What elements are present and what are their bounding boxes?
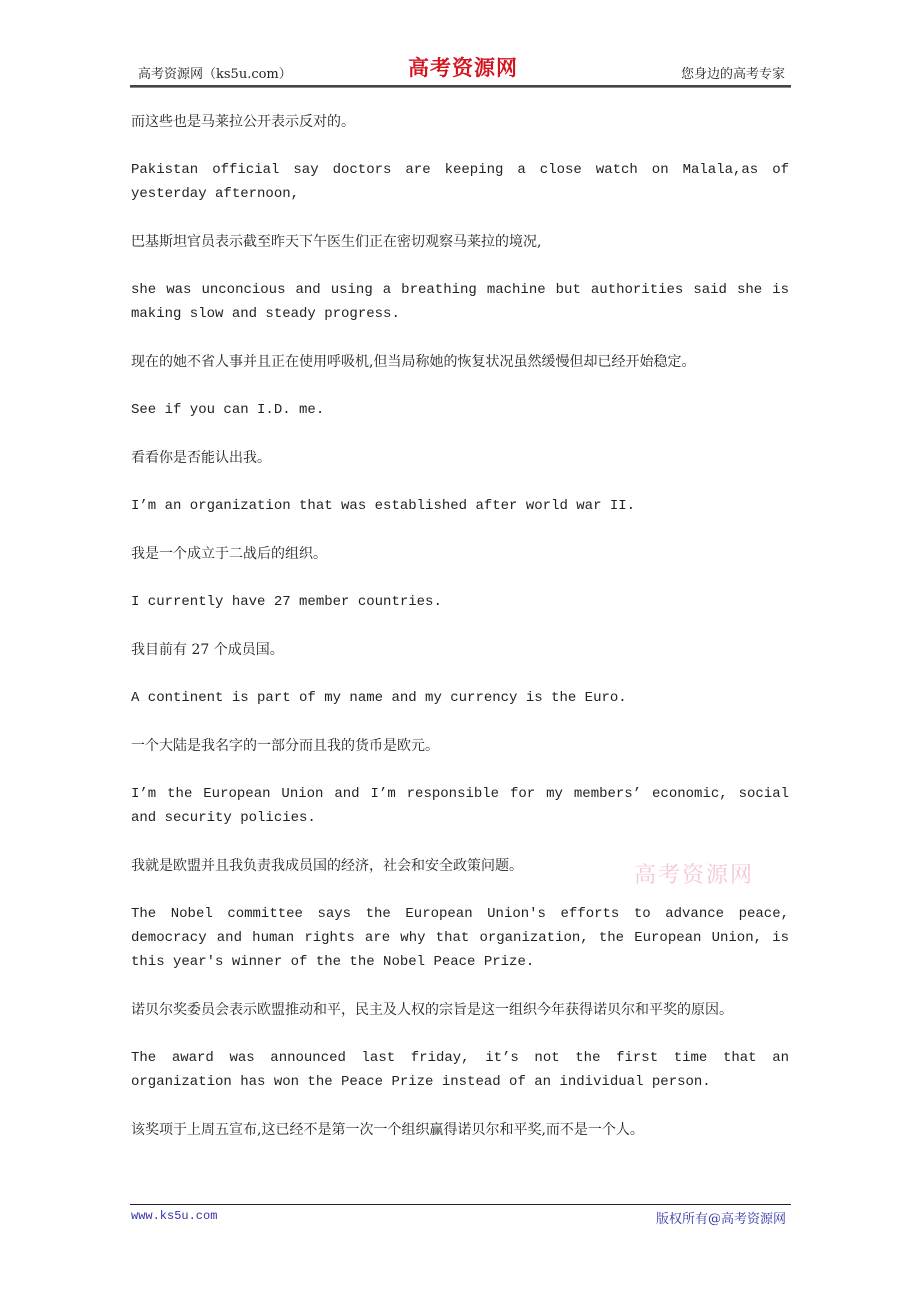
paragraph-english: I currently have 27 member countries. bbox=[131, 594, 442, 610]
header-site-name: 高考资源网（ks5u.com） bbox=[138, 67, 292, 82]
paragraph-english: she was unconcious and using a breathing machine but authorities said she is making slow and steady progress. bbox=[131, 282, 789, 322]
footer-divider bbox=[130, 1204, 791, 1205]
paragraph-english: The Nobel committee says the European Union's efforts to advance peace, democracy and human rights are why that organization, the European Union, is this year's winner of the the Nobel Peace Prize. bbox=[131, 906, 789, 970]
paragraph-english: A continent is part of my name and my currency is the Euro. bbox=[131, 690, 627, 706]
paragraph-english: I’m the European Union and I’m responsible for my members’ economic, social and security policies. bbox=[131, 786, 789, 826]
paragraph-gap bbox=[131, 254, 789, 278]
paragraph-gap bbox=[131, 1094, 789, 1118]
paragraph-gap bbox=[131, 134, 789, 158]
paragraph-gap bbox=[131, 710, 789, 734]
paragraph-gap bbox=[131, 758, 789, 782]
document-body bbox=[131, 110, 789, 1142]
footer-website-link[interactable]: www.ks5u.com bbox=[131, 1209, 218, 1223]
paragraph-gap bbox=[131, 662, 789, 686]
watermark-logo: 高考资源网 bbox=[634, 863, 755, 888]
paragraph-gap bbox=[131, 206, 789, 230]
paragraph-chinese: 该奖项于上周五宣布,这已经不是第一次一个组织赢得诺贝尔和平奖,而不是一个人。 bbox=[131, 1122, 644, 1138]
paragraph-gap bbox=[131, 518, 789, 542]
paragraph-chinese: 现在的她不省人事并且正在使用呼吸机,但当局称她的恢复状况虽然缓慢但却已经开始稳定。 bbox=[131, 354, 696, 370]
paragraph-chinese: 看看你是否能认出我。 bbox=[131, 450, 271, 466]
paragraph-chinese: 巴基斯坦官员表示截至昨天下午医生们正在密切观察马莱拉的境况, bbox=[131, 234, 542, 250]
paragraph-english: The award was announced last friday, it’s not the first time that an organization has won the Peace Prize instead of an individual person. bbox=[131, 1050, 789, 1090]
page-header bbox=[130, 52, 791, 86]
paragraph-gap bbox=[131, 326, 789, 350]
paragraph-chinese: 一个大陆是我名字的一部分而且我的货币是欧元。 bbox=[131, 738, 439, 754]
paragraph-chinese: 我是一个成立于二战后的组织。 bbox=[131, 546, 327, 562]
paragraph-gap bbox=[131, 1022, 789, 1046]
paragraph-chinese: 而这些也是马莱拉公开表示反对的。 bbox=[131, 114, 355, 130]
footer-copyright: 版权所有@高考资源网 bbox=[655, 1212, 786, 1227]
paragraph-chinese: 我就是欧盟并且我负责我成员国的经济，社会和安全政策问题。 bbox=[131, 858, 523, 874]
header-logo: 高考资源网 bbox=[408, 55, 518, 80]
paragraph-chinese: 诺贝尔奖委员会表示欧盟推动和平，民主及人权的宗旨是这一组织今年获得诺贝尔和平奖的原因。 bbox=[131, 1002, 733, 1018]
paragraph-gap bbox=[131, 470, 789, 494]
paragraph-gap bbox=[131, 422, 789, 446]
paragraph-gap bbox=[131, 374, 789, 398]
paragraph-gap bbox=[131, 830, 789, 854]
header-divider bbox=[130, 85, 791, 88]
paragraph-english: See if you can I.D. me. bbox=[131, 402, 325, 418]
paragraph-gap bbox=[131, 566, 789, 590]
paragraph-gap bbox=[131, 974, 789, 998]
paragraph-chinese: 我目前有 27 个成员国。 bbox=[131, 642, 284, 658]
paragraph-english: I’m an organization that was established after world war II. bbox=[131, 498, 636, 514]
header-slogan: 您身边的高考专家 bbox=[680, 67, 785, 82]
paragraph-english: Pakistan official say doctors are keeping a close watch on Malala,as of yesterday afternoon, bbox=[131, 162, 789, 202]
paragraph-gap bbox=[131, 614, 789, 638]
